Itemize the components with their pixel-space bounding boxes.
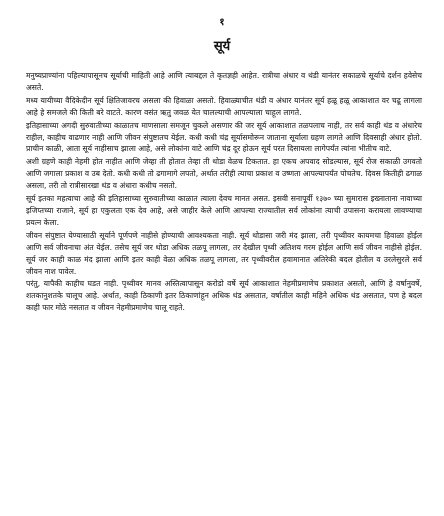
paragraph: अशी ग्रहणे काही नेहमी होत नाहीत आणि जेव्हा ती होतात तेव्हा ती थोडा वेळच टिकतात. हा एकच अपवाद सोडल्यास, सूर्य रोज सकाळी उगवतो आणि जगाला प्रकाश व उब देतो. कधी कधी तो ढगामागे लपतो, अर्थात तरीही त्याचा प्रकाश व उष्णता आपल्यापर्यंत पोचतेच. दिवस कितीही ढगाळ असला, तरी तो रात्रीसारखा थंड व अंधारा कधीच नसतो.	[26, 157, 422, 191]
paragraph: मध्य यायीच्या वैदिकेदीन सूर्य क्षितिजावरच असला की हिवाळा असतो. हिवाळ्याचीत थंडी व अंधार यानंतर सूर्य हळू हळू आकाशात वर चढू लागला आहे हे समजले की किती बरे वाटते. कारण वसंत ऋतु जवळ येत चालल्याची आपल्याला चाहूल लागते.	[26, 95, 422, 117]
body-text	[26, 70, 422, 315]
paragraph: परंतु, यापैकी काहीच घडत नाही. पृथ्वीवर मानव अस्तित्वापासून करोडो वर्षे सूर्य आकाशात नेहमीप्रमाणेच प्रकाशत असतो, आणि हे वर्षानुवर्षे, शतकानुशतके चालूच आहे. अर्थात, काही ठिकाणी इतर ठिकाणांहून अधिक थंड असतात, वर्षातील काही महिने अधिक थंड असतात, पण हे बदल काही फार मोठे नसतात व जीवन नेहमीप्रमाणेच चालू राहते.	[26, 279, 422, 313]
paragraph: सूर्य इतका महत्वाचा आहे की इतिहासाच्या सुरुवातीच्या काळात त्याला देवच मानत असत. इसवी सनापूर्वी १३७० च्या सुमारास इख्नाताना नावाच्या इजिप्तच्या राजाने, सूर्य हा एकुलता एक देव आहे, असे जाहीर केले आणि आपल्या राज्यातील सर्व लोकांना त्याची उपासना करायला लावण्याचा प्रयत्न केला.	[26, 194, 423, 227]
paragraph: इतिहासाच्या अगदी सुरुवातीच्या काळातच माणसाला समजून चुकले असणार की जर सूर्य आकाशात तळपलाच नाही, तर सर्व काही थंड व अंधारेच राहील, काहीच वाढणार नाही आणि जीवन संपुष्टातच येईल. कधी कधी चंद्र सूर्यासमोरून जाताना सूर्याला ग्रहण लागते आणि दिवसाही अंधार होतो. प्राचीन काळी, आता सूर्य नाहीसाच झाला आहे, असे लोकांना वाटे आणि चंद्र दूर होऊन सूर्य परत दिसायला लागेपर्यंत त्यांना भीतीच वाटे.	[26, 120, 422, 154]
paragraph: जीवन संपुष्टात येण्यासाठी सूर्याने पूर्णपणे नाहीसे होण्याची आवश्यकता नाही. सूर्य थोडासा जरी मंद झाला, तरी पृथ्वीवर कायमचा हिवाळा होईल आणि सर्व जीवनाचा अंत येईल. तसेच सूर्य जर थोडा अधिक तळपू लागला, तर देखील पृथ्वी अतिशय गरम होईल आणि सर्व जीवन नाहीसे होईल. सूर्य जर काही काळ मंद झाला आणि इतर काही वेळा अधिक तळपू लागला, तर पृथ्वीवरील हवामानात अतिरेकी बदल होतील व उरलेसुरले सर्व जीवन नाश पावेल.	[26, 230, 422, 276]
page-number: १	[219, 17, 225, 28]
paragraph: मनुष्यप्राण्यांना पहिल्यापासूनच सूर्याची माहिती आहे आणि त्याबद्दल ते कृतज्ञही आहेत. रात्रीचा अंधार व थंडी यानंतर सकाळचे सूर्याचे दर्शन हवेसेच असते.	[26, 71, 422, 92]
chapter-title: सूर्य	[213, 39, 231, 54]
